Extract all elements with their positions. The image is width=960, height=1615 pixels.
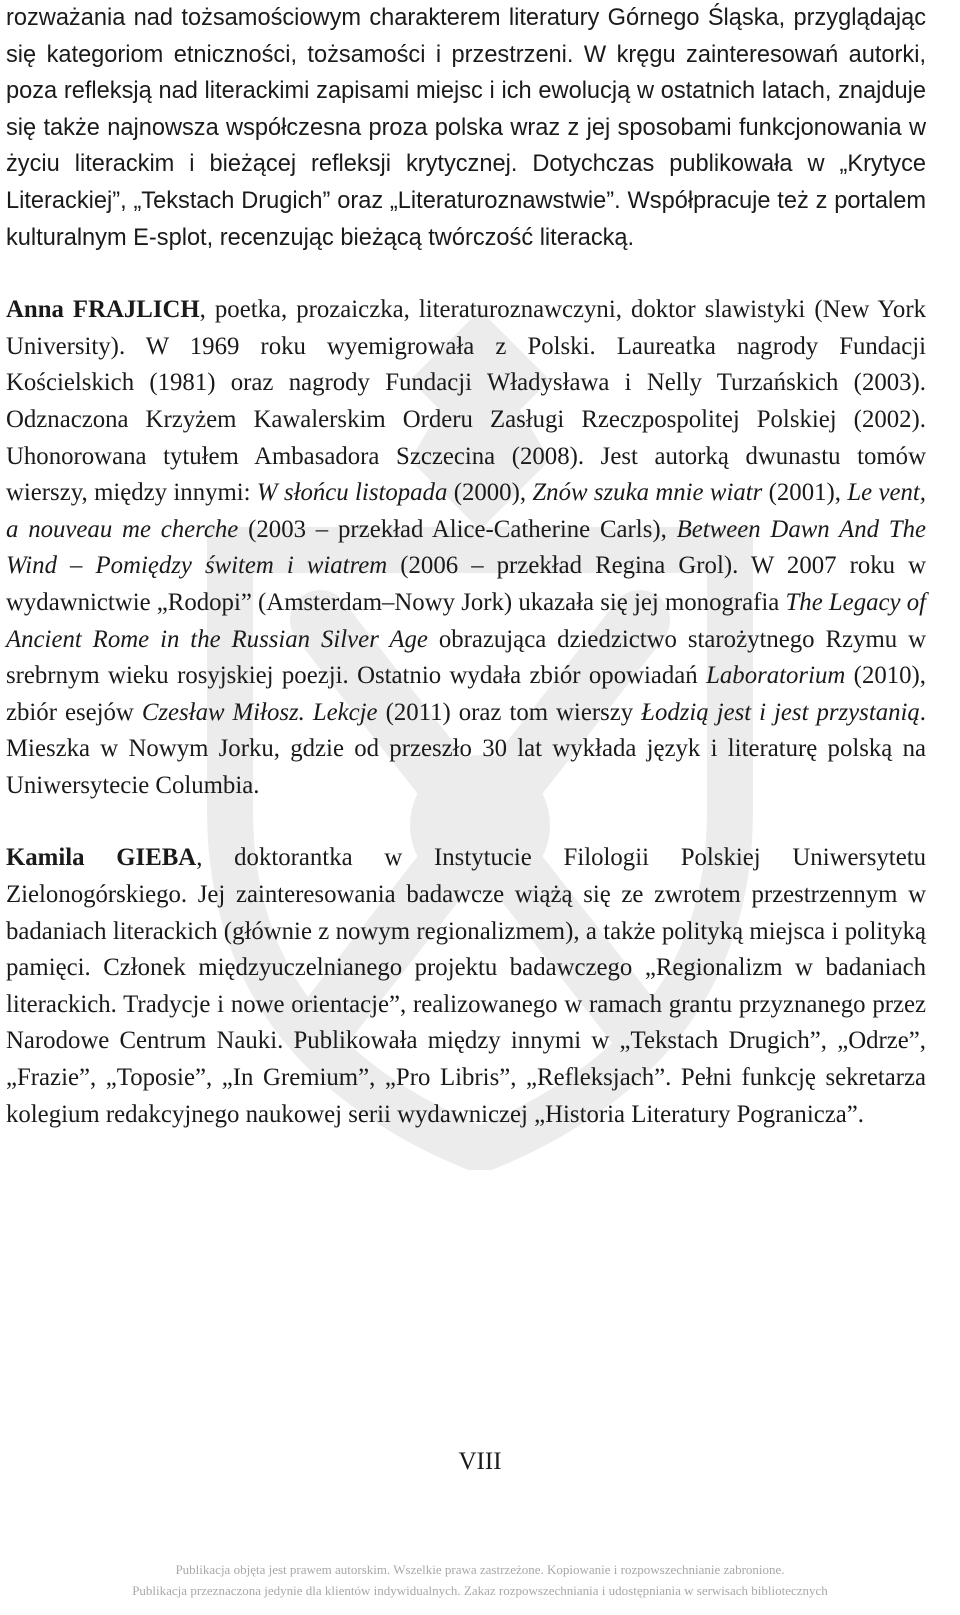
book-title: Laboratorium xyxy=(706,662,846,690)
bio-text: . Mieszka w Nowym Jorku, gdzie od przeszło 30 lat wykłada język i literaturę polską na Uniwersytecie Columbia. xyxy=(6,698,926,799)
bio-gieba xyxy=(6,840,926,1133)
copyright-notice: Publikacja objęta jest prawem autorskim. Wszelkie prawa zastrzeżone. Kopiowanie i rozpowszechnianie zabronione. xyxy=(175,1562,785,1577)
bio-text: (2006 – przekład Regina Grol). W 2007 roku w wydawnictwie „Rodopi” (Amsterdam–Nowy Jork) ukazała się jej monografia xyxy=(6,552,926,616)
bio-text: (2011) oraz tom wierszy xyxy=(377,698,642,726)
bio-text: (2000), xyxy=(447,479,533,507)
author-name-frajlich: Anna FRAJLICH xyxy=(6,296,200,324)
author-name-gieba: Kamila GIEBA xyxy=(6,844,197,872)
book-title: Le vent, a nouveau me cherche xyxy=(6,479,926,543)
page-number: VIII xyxy=(458,1448,502,1475)
document-page xyxy=(6,0,926,1133)
bio-text: , doktorantka w Instytucie Filologii Polskiej Uniwersytetu Zielonogórskiego. Jej zainteresowania badawcze wiążą się ze zwrotem przestrzennym w badaniach literackich (głównie z nowym regionalizmem), a także polityką miejsca i polityką pamięci. Członek międzyuczelnianego projektu badawczego „Regionalizm w badaniach literackich. Tradycje i nowe orientacje”, realizowanego w ramach grantu przyznanego przez Narodowe Centrum Nauki. Publikowała między innymi w „Tekstach Drugich”, „Odrze”, „Frazie”, „Toposie”, „In Gremium”, „Pro Libris”, „Refleksjach”. Pełni funkcję sekretarza kolegium redakcyjnego naukowej serii wydawniczej „Historia Literatury Pogranicza”. xyxy=(6,844,926,1128)
book-title: Between Dawn And The Wind – Pomiędzy świtem i wiatrem xyxy=(6,515,927,580)
bio-text: (2010), zbiór esejów xyxy=(6,662,926,726)
book-title: Czesław Miłosz. Lekcje xyxy=(141,698,378,726)
bio-text: obrazująca dziedzictwo starożytnego Rzymu w srebrnym wieku rosyjskiej poezji. Ostatnio wydała zbiór opowiadań xyxy=(6,625,926,690)
book-title: W słońcu listopada xyxy=(256,479,448,507)
book-title: The Legacy of Ancient Rome in the Russian Silver Age xyxy=(6,588,926,653)
bio-text: (2003 – przekład Alice-Catherine Carls), xyxy=(238,515,677,543)
bio-text: , poetka, prozaiczka, literaturoznawczyni, doktor slawistyki (New York University). W 1969 roku wyemigrowała z Polski. Laureatka nagrody Fundacji Kościelskich (1981) oraz nagrody Fundacji Władysława i Nelly Turzańskich (2003). Odznaczona Krzyżem Kawalerskim Orderu Zasługi Rzeczpospolitej Polskiej (2002). Uhonorowana tytułem Ambasadora Szczecina (2008). Jest autorką dwunastu tomów wierszy, między innymi: xyxy=(6,296,926,507)
book-title: Znów szuka mnie wiatr xyxy=(532,479,763,507)
distribution-notice: Publikacja przeznaczona jedynie dla klientów indywidualnych. Zakaz rozpowszechniania i udostępniania w serwisach bibliotecznych xyxy=(132,1583,828,1598)
bio-frajlich xyxy=(6,292,926,804)
intro-paragraph: rozważania nad tożsamościowym charakterem literatury Górnego Śląska, przyglądając się kategoriom etniczności, tożsamości i przestrzeni. W kręgu zainteresowań autorki, poza refleksją nad literackimi zapisami miejsc i ich ewolucją w ostatnich latach, znajduje się także najnowsza współczesna proza polska wraz z jej sposobami funkcjonowania w życiu literackim i bieżącej refleksji krytycznej. Dotychczas publikowała w „Krytyce Literackiej”, „Tekstach Drugich” oraz „Literaturoznawstwie”. Współpracuje też z portalem kulturalnym E-splot, recenzując bieżącą twórczość literacką. xyxy=(6,5,926,251)
book-title: Łodzią jest i jest przystanią xyxy=(641,698,920,726)
bio-text: (2001), xyxy=(762,479,848,507)
